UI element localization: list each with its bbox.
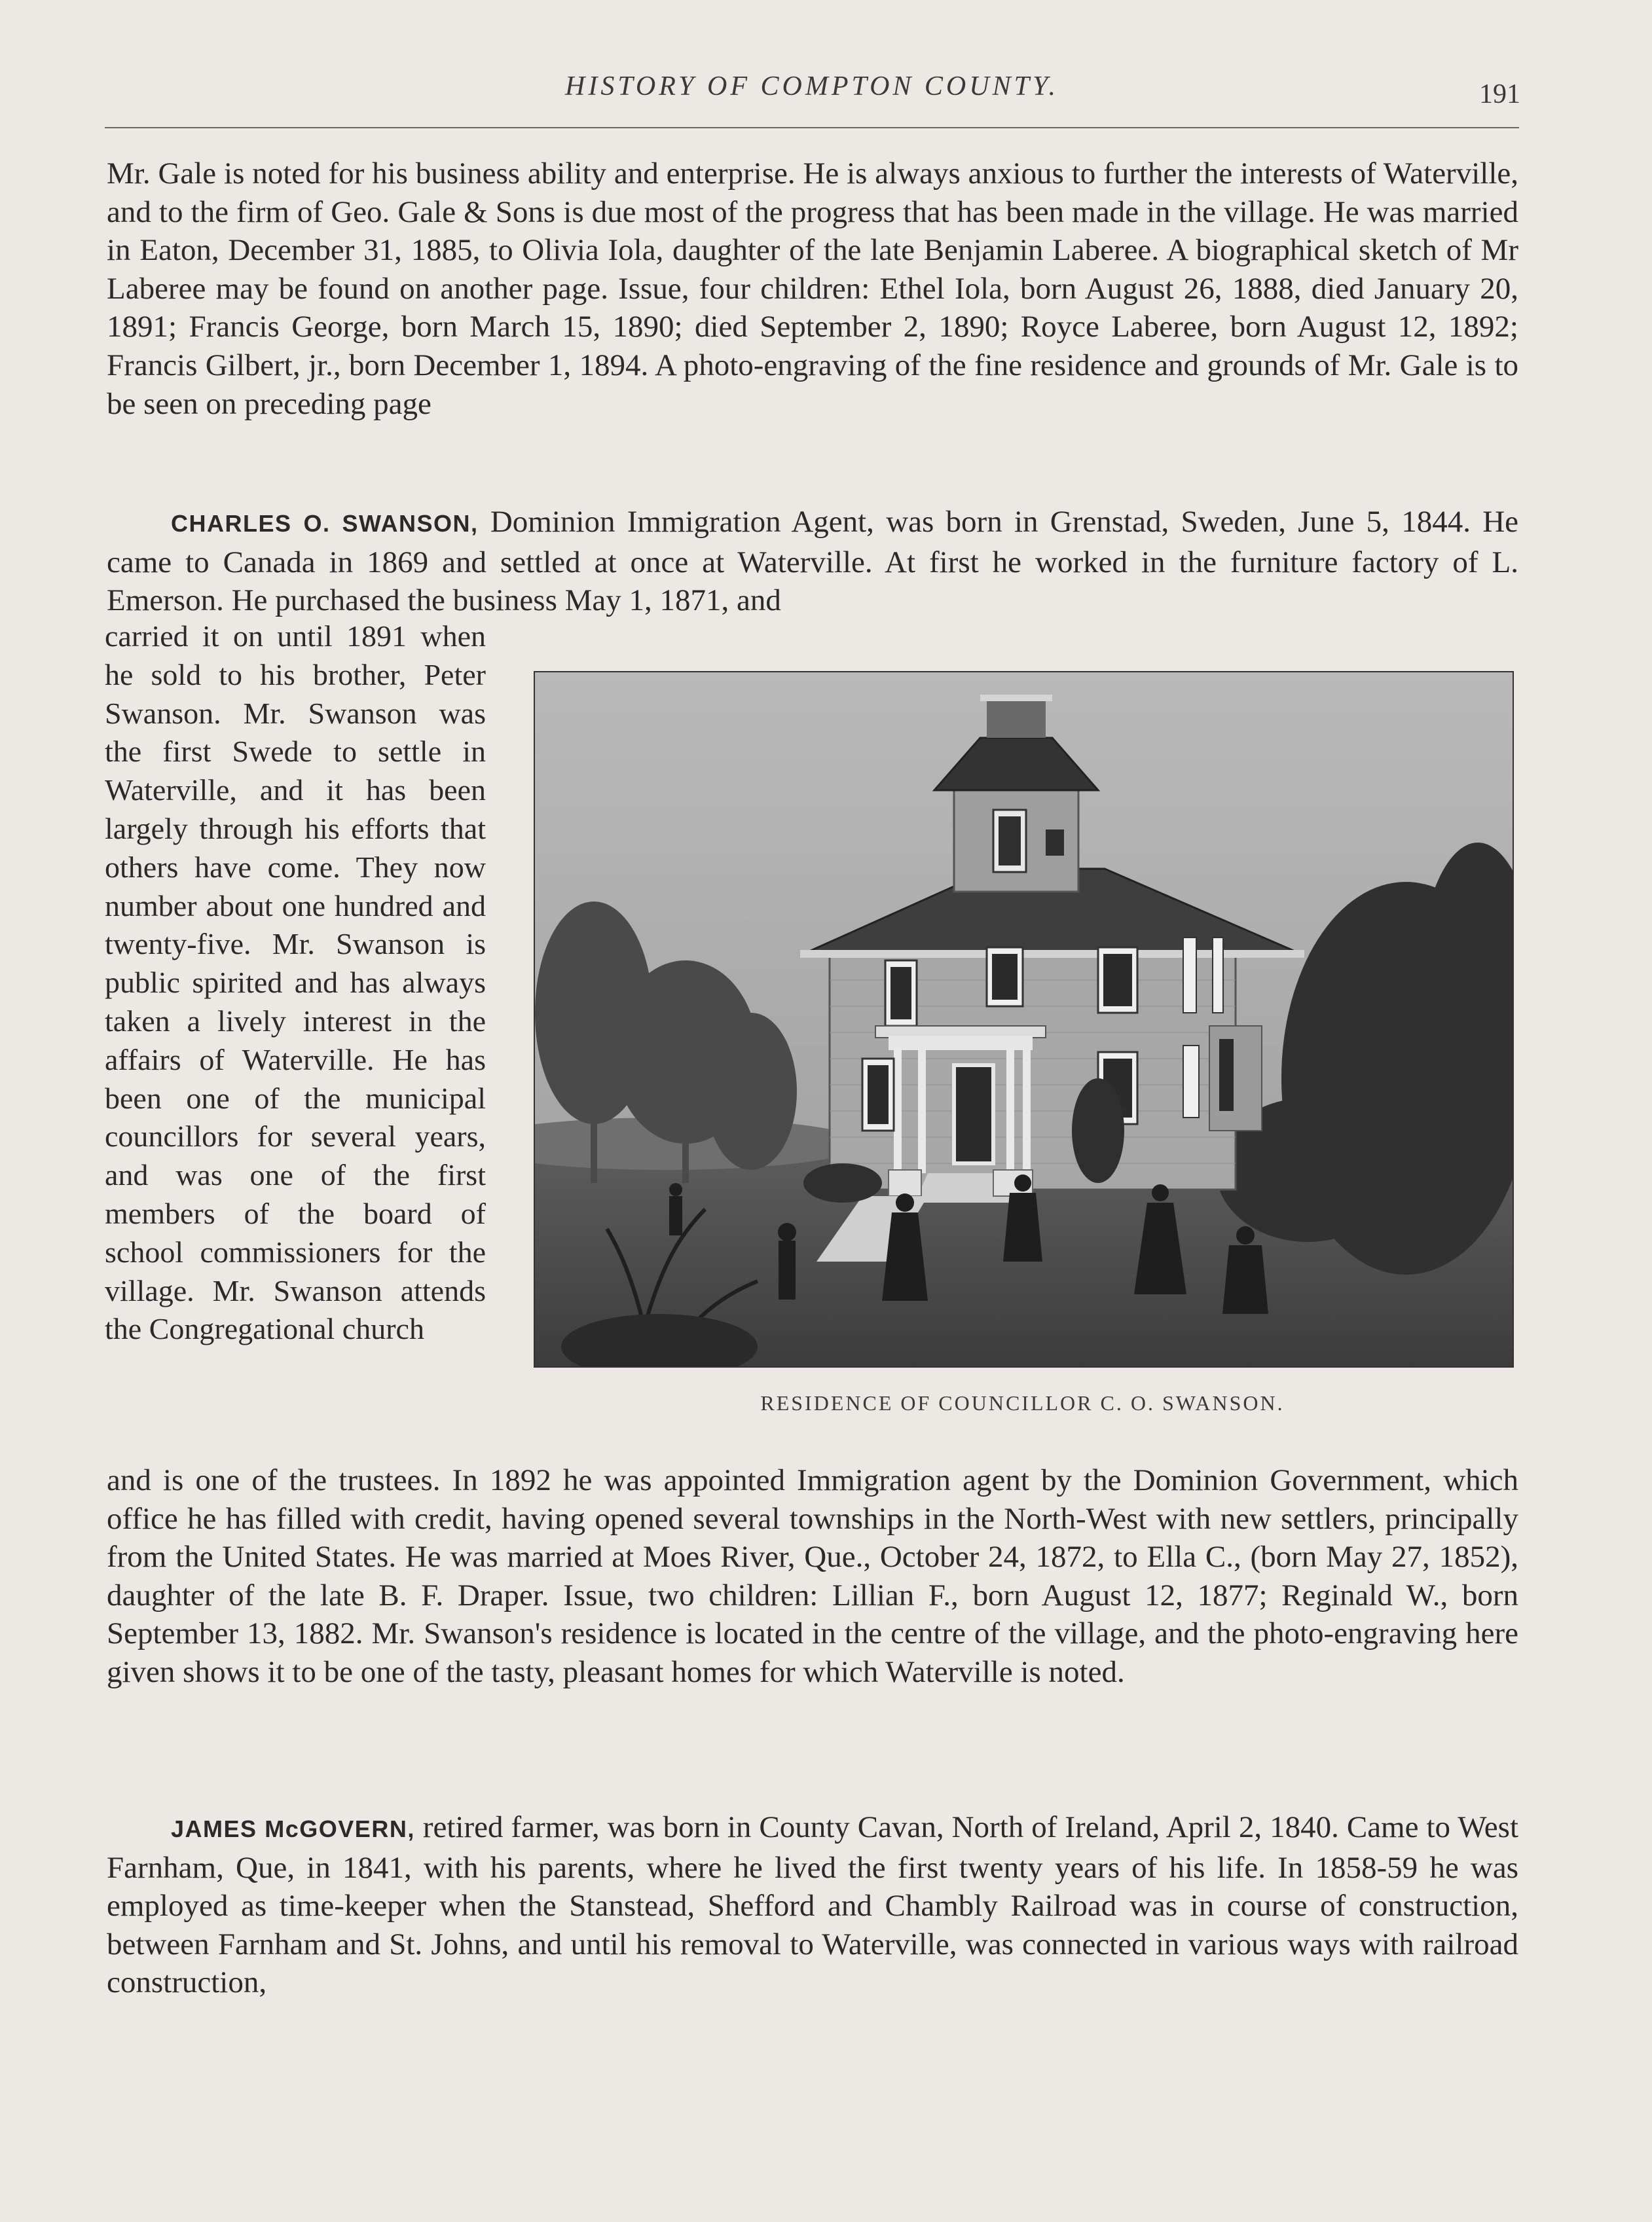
page-number: 191: [1479, 79, 1520, 109]
running-title: HISTORY OF COMPTON COUNTY.: [565, 71, 1059, 101]
mcgovern-paragraph: [107, 1808, 1518, 2002]
mcgovern-text-block: [107, 1808, 1518, 2002]
swanson-intro-text: Dominion Immigration Agent, was born in Grenstad, Sweden, June 5, 1844. He came to Canada in 1869 and settled at once at Waterville. At first he worked in the furniture factory of L. Emerson. He purchased the business May 1, 1871, and: [107, 505, 1519, 618]
swanson-continuation-text: and is one of the trustees. In 1892 he was appointed Immigration agent by the Dominion Government, which office he has filled with credit, having opened several townships in the North-West with new settlers, principally from the United States. He was married at Moes River, Que., October 24, 1872, to Ella C., (born May 27, 1852), daughter of the late B. F. Draper. Issue, two children: Lillian F., born August 12, 1877; Reginald W., born September 13, 1882. Mr. Swanson's residence is located in the centre of the village, and the photo-engraving here given shows it to be one of the tasty, pleasant homes for which Waterville is noted.: [107, 1463, 1518, 1689]
swanson-intro: [107, 503, 1518, 620]
mcgovern-name: JAMES McGOVERN,: [171, 1815, 415, 1842]
mcgovern-text: retired farmer, was born in County Cavan, North of Ireland, April 2, 1840. Came to West Farnham, Que, in 1841, with his parents, where he lived the first twenty years of his life. In 1858-59 he was employed as time-keeper when the Stanstead, Shefford and Chambly Railroad was in course of construction, between Farnham and St. Johns, and until his removal to Waterville, was connected in various ways with railroad construction,: [107, 1810, 1518, 2000]
swanson-name: CHARLES O. SWANSON,: [171, 510, 479, 537]
photo-caption: RESIDENCE OF COUNCILLOR C. O. SWANSON.: [760, 1391, 1285, 1415]
header-rule: [105, 127, 1519, 128]
running-header: [105, 71, 1519, 110]
swanson-side-text: carried it on until 1891 when he sold to his brother, Peter Swanson. Mr. Swanson was the first Swede to settle in Waterville, and it has been largely through his efforts that others have come. They now number about one hundred and twenty-five. Mr. Swanson is public spirited and has always taken a lively interest in the affairs of Waterville. He has been one of the municipal councillors for several years, and was one of the first members of the board of school commissioners for the village. Mr. Swanson attends the Congregational church: [105, 619, 486, 1346]
residence-photo: [534, 671, 1514, 1368]
swanson-continuation: [107, 1461, 1518, 1692]
house-illustration: [535, 672, 1513, 1366]
gale-text: Mr. Gale is noted for his business ability and enterprise. He is always anxious to further the interests of Waterville, and to the firm of Geo. Gale & Sons is due most of the progress that has been made in the village. He was married in Eaton, December 31, 1885, to Olivia Iola, daughter of the late Benjamin Laberee. A biographical sketch of Mr Laberee may be found on another page. Issue, four children: Ethel Iola, born August 26, 1888, died January 20, 1891; Francis George, born March 15, 1890; died September 2, 1890; Royce Laberee, born August 12, 1892; Francis Gilbert, jr., born December 1, 1894. A photo-engraving of the fine residence and grounds of Mr. Gale is to be seen on preceding page: [107, 156, 1518, 421]
gale-paragraph: [107, 155, 1518, 423]
swanson-intro-paragraph: [107, 503, 1518, 620]
